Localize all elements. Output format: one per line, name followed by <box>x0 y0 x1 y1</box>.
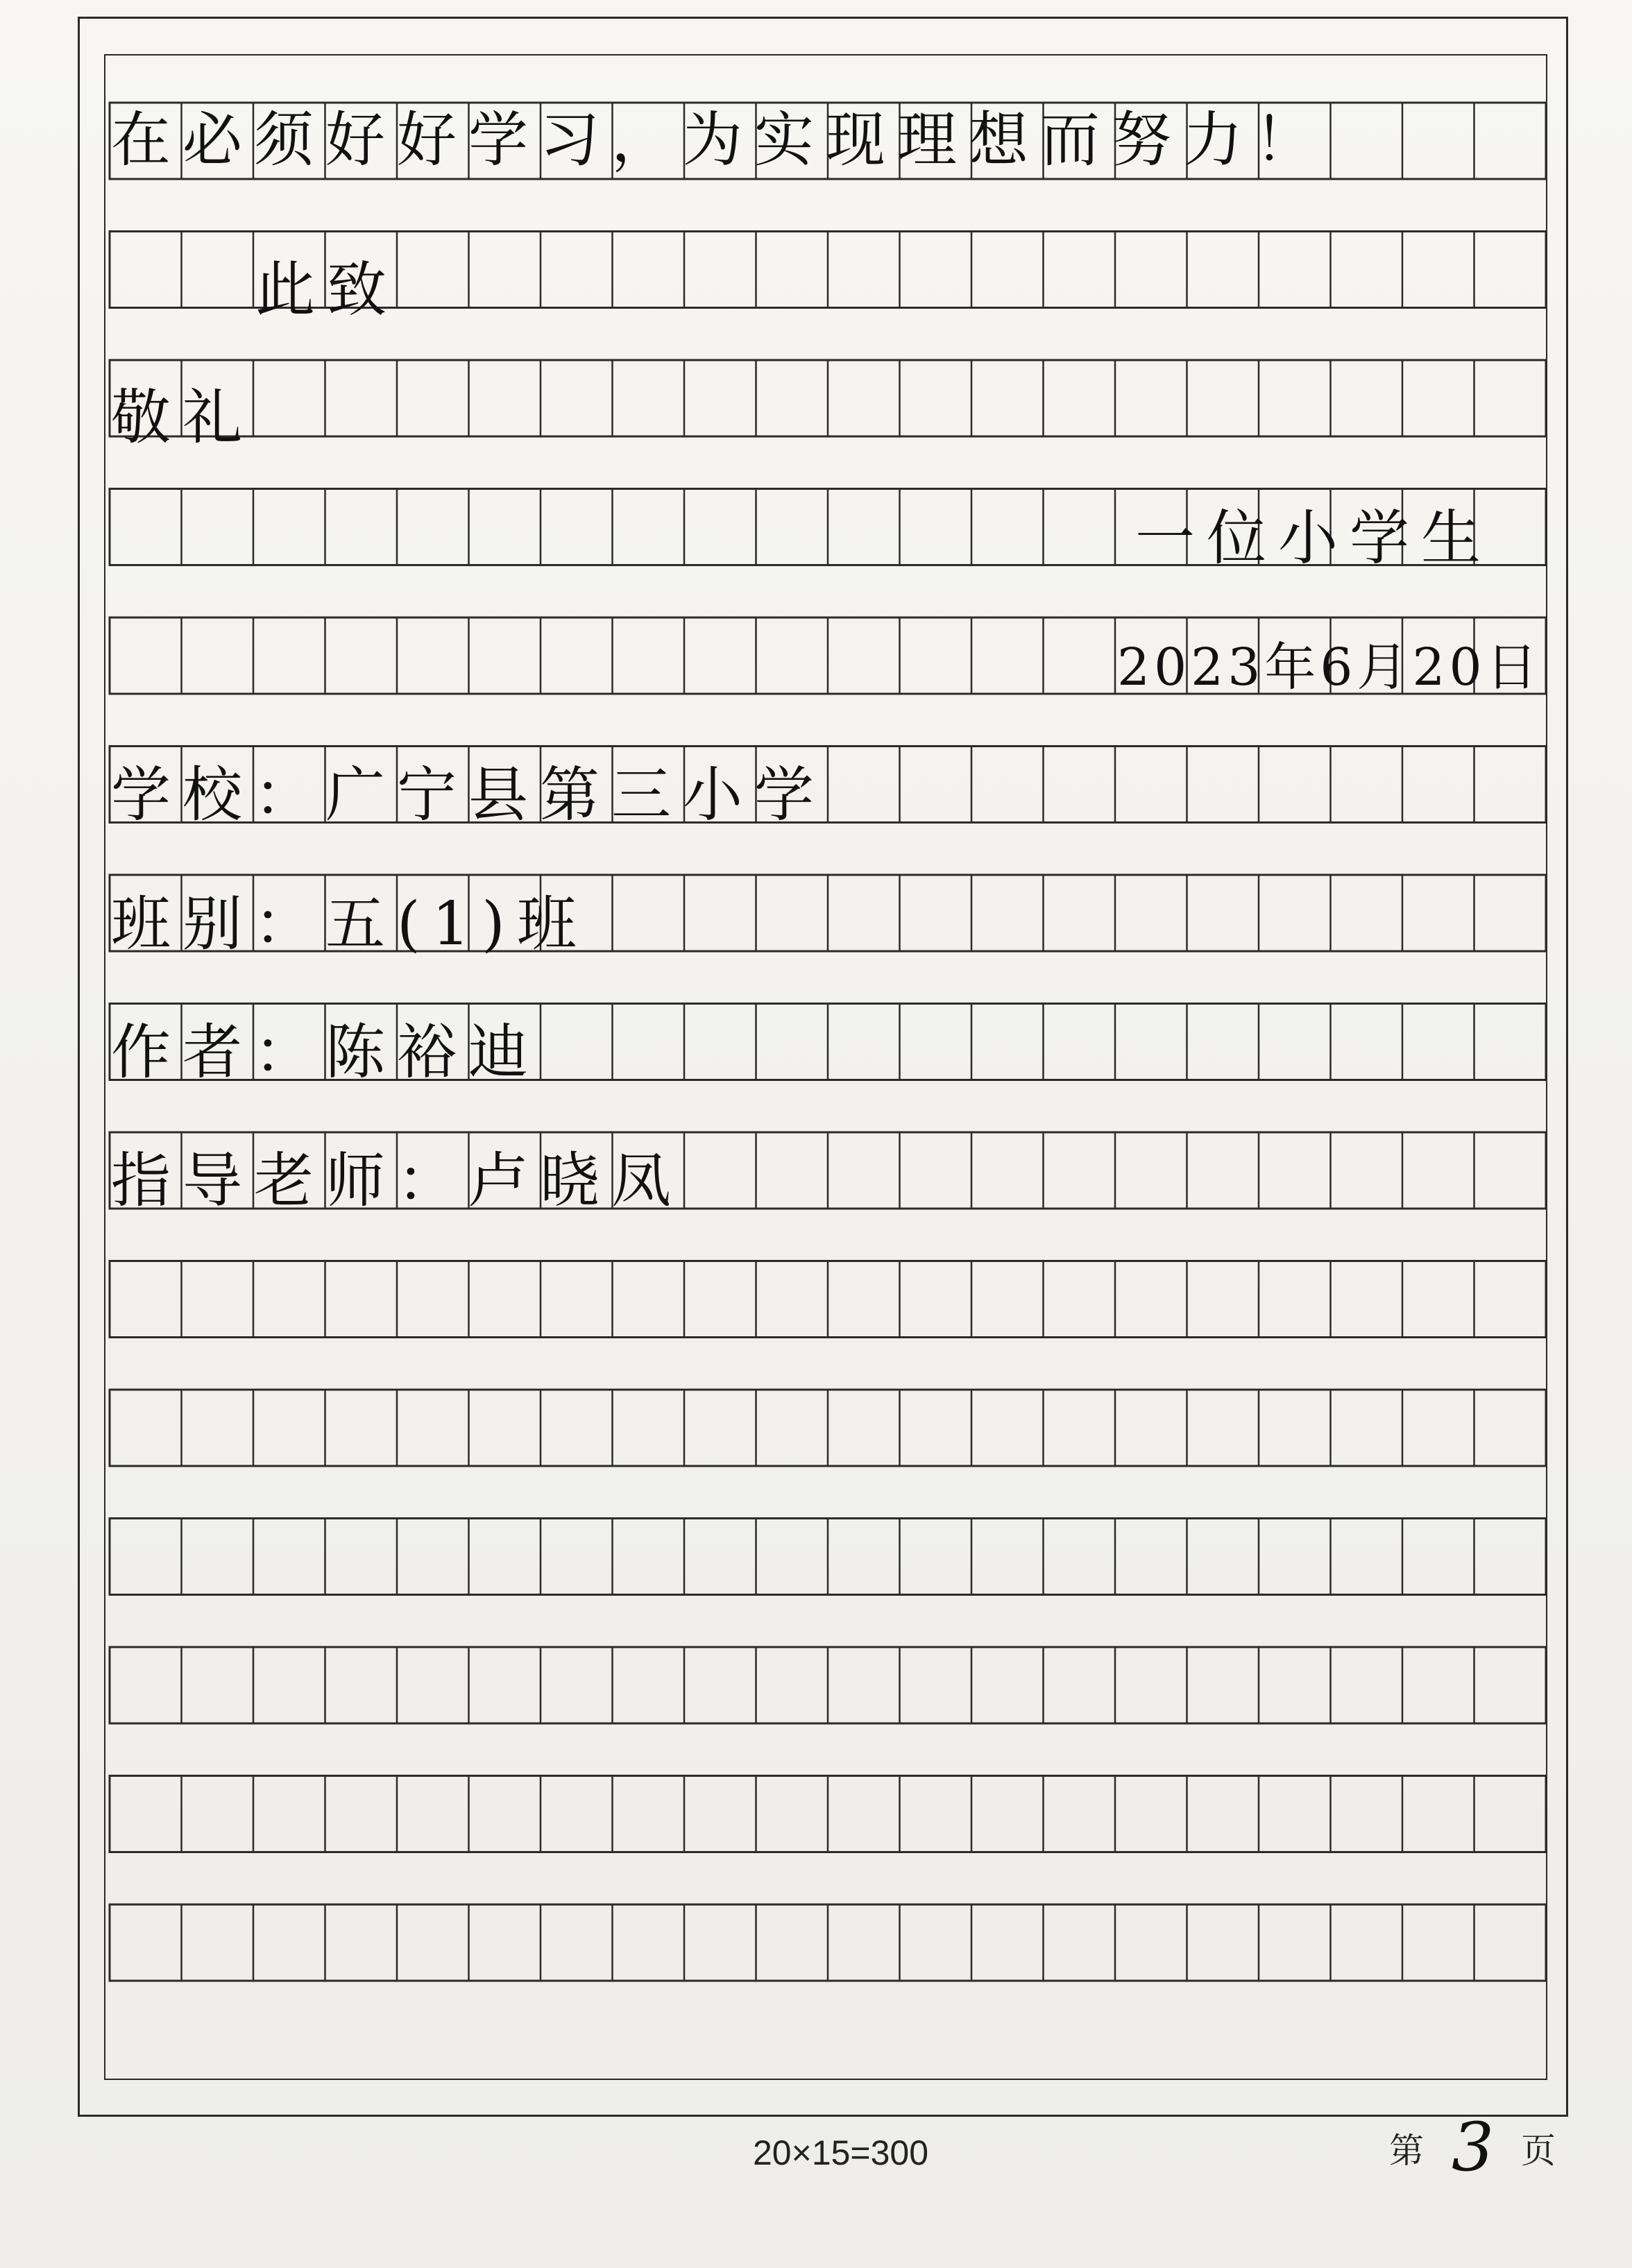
grid-row <box>110 1390 1546 1466</box>
salutation-jing-li: 敬礼 <box>111 383 254 452</box>
author-line: 作者：陈裕迪 <box>111 1018 540 1087</box>
class-line: 班别：五(1)班 <box>111 889 588 959</box>
grid-row <box>110 360 1546 436</box>
date-text: 2023年6月20日 <box>1117 638 1542 697</box>
grid-row <box>110 1647 1546 1723</box>
closing-line-text: 在必须好好学习，为实现理想而努力！ <box>111 105 1326 175</box>
grid-row <box>110 1904 1546 1981</box>
teacher-line: 指导老师：卢晓凤 <box>111 1146 683 1216</box>
grid-count-formula: 20×15=300 <box>753 2133 929 2172</box>
grid-row <box>110 1519 1546 1595</box>
page-label-suffix: 页 <box>1521 2131 1556 2171</box>
signature-text: 一位小学生 <box>1135 504 1493 573</box>
page-label-prefix: 第 <box>1389 2131 1424 2171</box>
salutation-ci-zhi: 此致 <box>255 255 398 325</box>
school-line: 学校：广宁县第三小学 <box>111 760 826 830</box>
page-number: 3 <box>1452 2108 1495 2186</box>
grid-row <box>110 1776 1546 1852</box>
grid-row <box>110 1261 1546 1338</box>
